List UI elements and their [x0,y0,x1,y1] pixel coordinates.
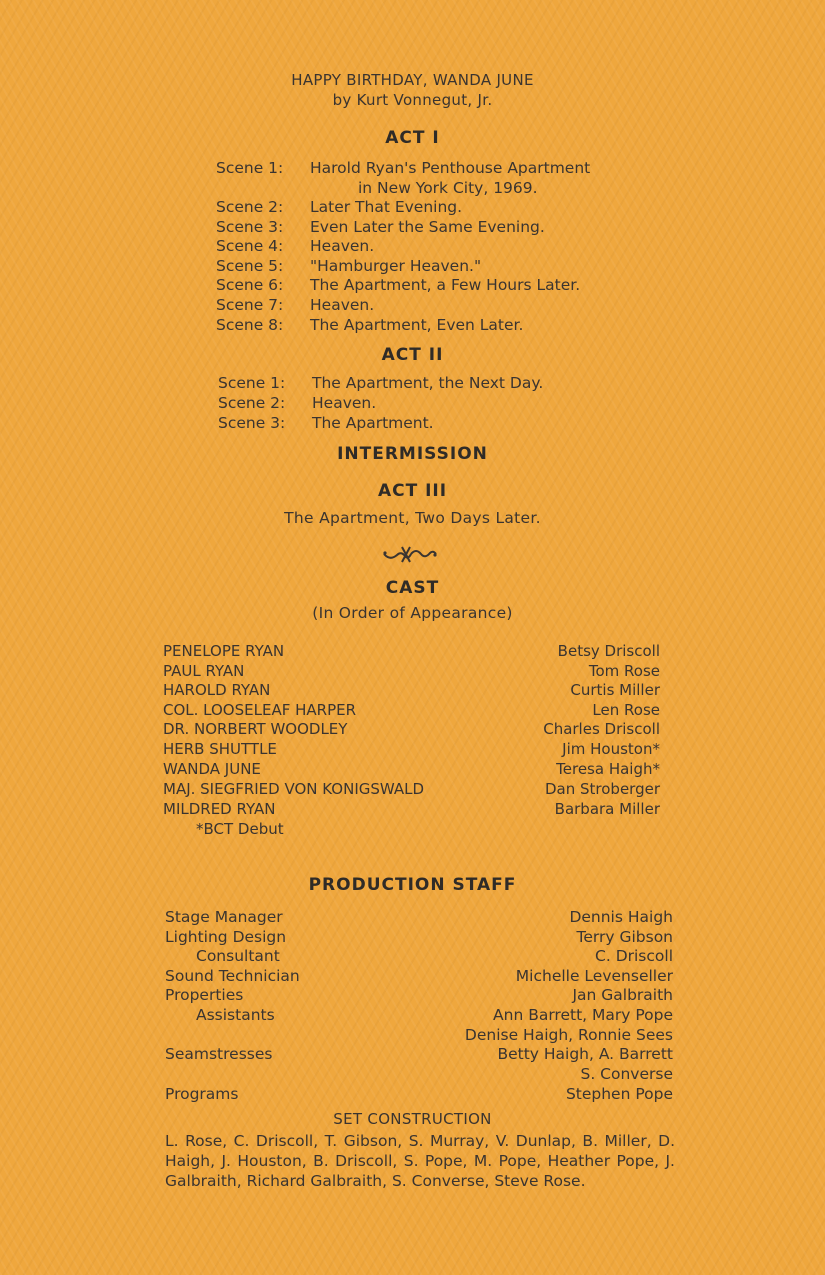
cast-actor: Jim Houston* [562,740,660,758]
cast-role: DR. NORBERT WOODLEY [163,720,348,738]
cast-footnote: *BCT Debut [196,820,284,838]
intermission-heading: INTERMISSION [337,444,488,464]
staff-role: Lighting Design [165,928,287,946]
scene-description: Heaven. [312,394,377,412]
act-3-description: The Apartment, Two Days Later. [284,509,541,527]
staff-name: Jan Galbraith [572,986,673,1004]
scene-description: Even Later the Same Evening. [310,218,545,236]
scene-description: The Apartment. [312,414,434,432]
staff-role: Sound Technician [165,967,300,985]
set-construction-heading: SET CONSTRUCTION [333,1110,492,1128]
cast-role: MAJ. SIEGFRIED VON KONIGSWALD [163,780,425,798]
staff-name: Stephen Pope [565,1085,673,1103]
scene-description: Heaven. [310,296,375,314]
cast-role: HAROLD RYAN [163,681,271,699]
cast-role: PAUL RYAN [163,662,245,680]
act-1-heading: ACT I [385,128,440,148]
act-3-heading: ACT III [377,481,448,501]
scene-description: Later That Evening. [310,198,463,216]
cast-actor: Charles Driscoll [543,720,660,738]
cast-heading: CAST [385,578,440,598]
scene-label: Scene 3: [216,218,284,236]
staff-role: Assistants [196,1006,275,1024]
scene-label: Scene 7: [216,296,284,314]
staff-name: C. Driscoll [595,947,673,965]
cast-role: MILDRED RYAN [163,800,276,818]
staff-name: Ann Barrett, Mary Pope [493,1006,673,1024]
scene-label: Scene 4: [216,237,284,255]
staff-name: Terry Gibson [576,928,673,946]
scene-label: Scene 8: [216,316,284,334]
scene-description: The Apartment, a Few Hours Later. [310,276,581,294]
play-title: HAPPY BIRTHDAY, WANDA JUNE [291,71,534,89]
cast-role: WANDA JUNE [163,760,261,778]
staff-role: Programs [165,1085,239,1103]
decorative-flourish-icon [380,544,440,566]
staff-role: Stage Manager [165,908,283,926]
cast-role: HERB SHUTTLE [163,740,277,758]
cast-actor: Curtis Miller [570,681,660,699]
cast-actor: Barbara Miller [554,800,660,818]
set-construction-crew: L. Rose, C. Driscoll, T. Gibson, S. Murray, V. Dunlap, B. Miller, D. Haigh, J. Houston, B. Driscoll, S. Pope, M. Pope, Heather Pope, J. Galbraith, Richard Galbraith, S. Converse, Steve Rose. [165,1132,675,1190]
staff-name: Dennis Haigh [569,908,673,926]
cast-role: PENELOPE RYAN [163,642,285,660]
cast-subheading: (In Order of Appearance) [312,604,513,622]
scene-description: The Apartment, the Next Day. [312,374,544,392]
scene-label: Scene 6: [216,276,284,294]
staff-role: Properties [165,986,244,1004]
play-byline: by Kurt Vonnegut, Jr. [332,91,493,109]
scene-label: Scene 2: [216,198,284,216]
scene-label: Scene 3: [218,414,286,432]
act-2-heading: ACT II [381,345,444,365]
scene-label: Scene 1: [216,159,284,177]
scene-description: in New York City, 1969. [358,179,538,197]
scene-label: Scene 1: [218,374,286,392]
staff-name: Betty Haigh, A. Barrett [497,1045,673,1063]
scene-description: Harold Ryan's Penthouse Apartment [310,159,591,177]
cast-role: COL. LOOSELEAF HARPER [163,701,357,719]
cast-actor: Dan Stroberger [544,780,660,798]
staff-name: S. Converse [580,1065,673,1083]
staff-role: Consultant [196,947,280,965]
scene-label: Scene 2: [218,394,286,412]
scene-label: Scene 5: [216,257,284,275]
cast-actor: Betsy Driscoll [557,642,660,660]
scene-description: The Apartment, Even Later. [310,316,524,334]
scene-description: Heaven. [310,237,375,255]
cast-actor: Teresa Haigh* [556,760,660,778]
scene-description: "Hamburger Heaven." [310,257,482,275]
production-staff-heading: PRODUCTION STAFF [308,875,517,895]
staff-name: Denise Haigh, Ronnie Sees [464,1026,673,1044]
cast-actor: Tom Rose [588,662,660,680]
staff-name: Michelle Levenseller [515,967,673,985]
cast-actor: Len Rose [592,701,660,719]
staff-role: Seamstresses [165,1045,273,1063]
